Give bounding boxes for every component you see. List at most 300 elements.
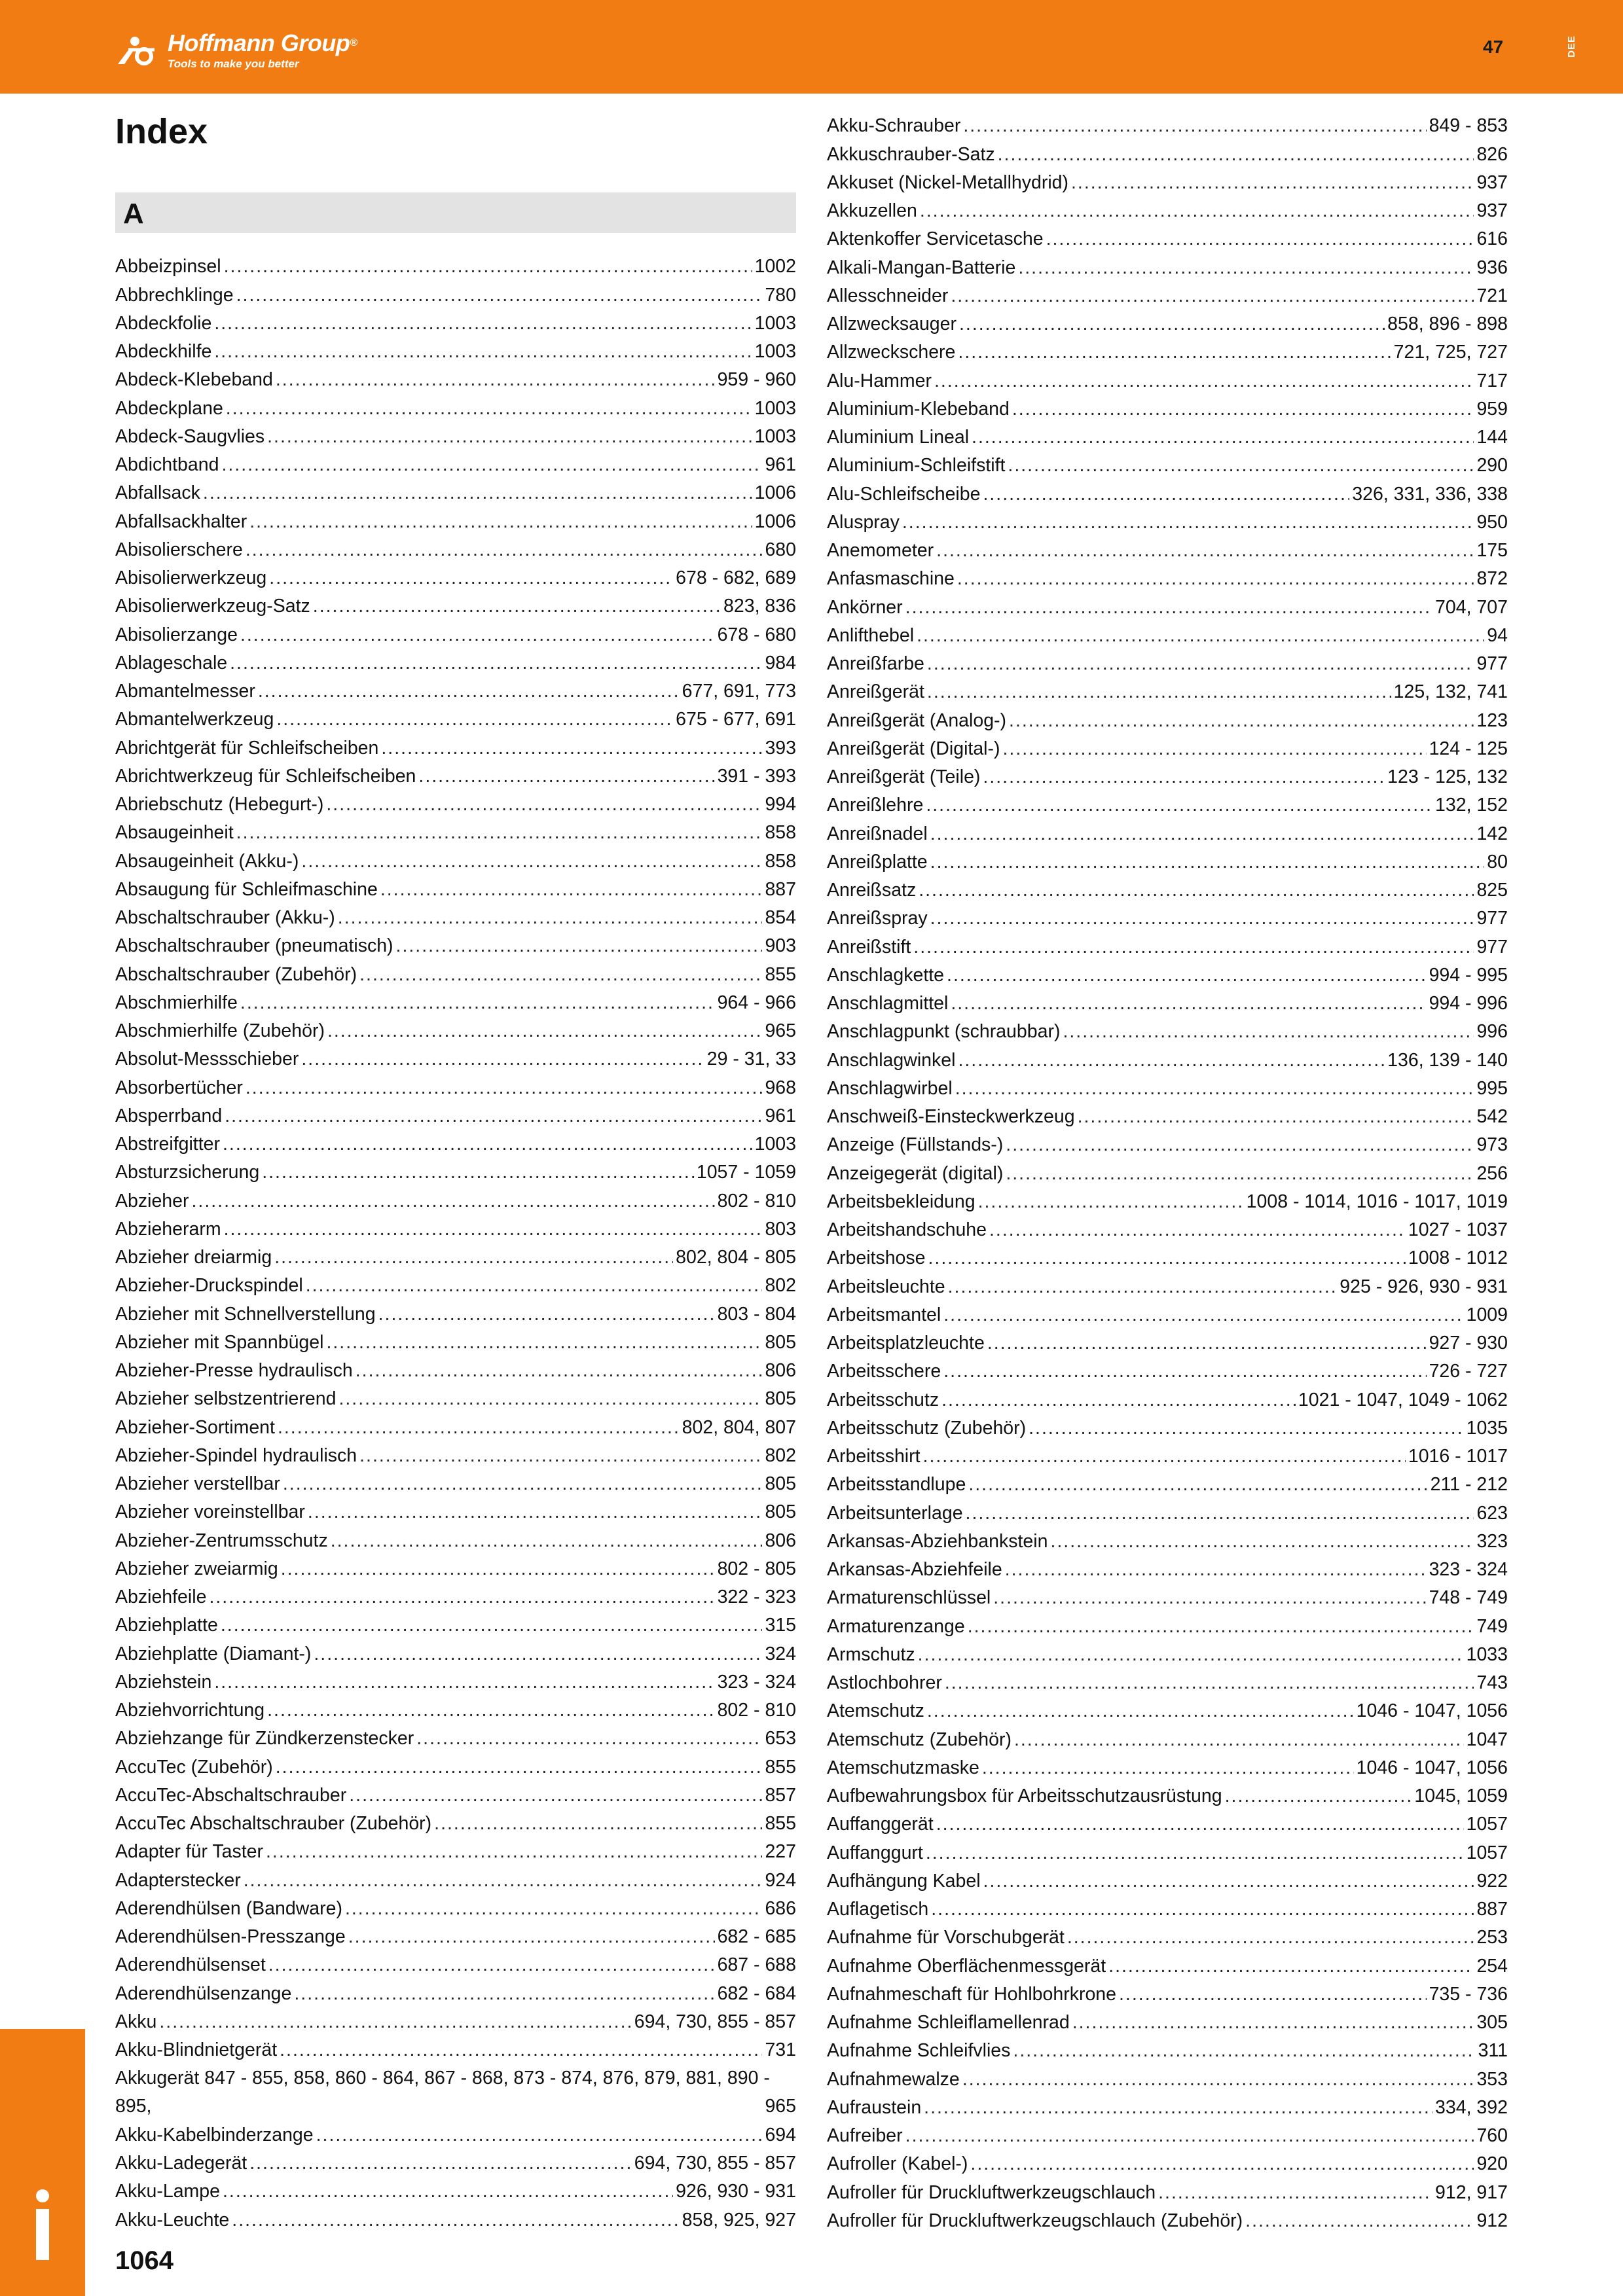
index-column-left — [115, 253, 796, 2234]
index-pages: 324 — [765, 1643, 796, 1664]
index-term: Aufroller für Druckluftwerkzeugschlauch (Zubehör) — [827, 2210, 1243, 2231]
index-entry — [115, 876, 796, 904]
index-pages: 290 — [1476, 455, 1508, 476]
index-entry — [827, 1725, 1508, 1753]
dot-leader — [978, 1188, 1244, 1216]
index-pages: 334, 392 — [1435, 2096, 1508, 2118]
index-entry — [115, 734, 796, 762]
dot-leader — [920, 197, 1474, 225]
index-term: Aufnahmewalze — [827, 2068, 960, 2090]
index-pages: 1006 — [754, 511, 796, 532]
index-term: Arbeitsbekleidung — [827, 1191, 976, 1212]
dot-leader — [1008, 452, 1474, 480]
dot-leader — [381, 734, 762, 762]
index-pages: 927 - 930 — [1429, 1333, 1508, 1354]
index-entry — [827, 1528, 1508, 1556]
dot-leader — [326, 1329, 762, 1357]
index-term: Anschlagpunkt (schraubbar) — [827, 1021, 1061, 1043]
dot-leader — [246, 1074, 763, 1102]
index-entry — [115, 1951, 796, 1979]
dot-leader — [924, 2094, 1432, 2122]
index-pages: 323 — [1476, 1530, 1508, 1552]
index-pages: 760 — [1476, 2125, 1508, 2146]
index-term: Abfallsack — [115, 482, 200, 504]
dot-leader — [338, 1385, 762, 1413]
index-pages: 253 — [1476, 1927, 1508, 1948]
index-term: Aufroller für Druckluftwerkzeugschlauch — [827, 2181, 1156, 2203]
index-term: Abschmierhilfe (Zubehör) — [115, 1020, 325, 1041]
index-pages: 912, 917 — [1435, 2181, 1508, 2203]
index-term: Absturzsicherung — [115, 1162, 260, 1183]
dot-leader — [989, 1216, 1406, 1244]
index-term: Ankörner — [827, 596, 903, 618]
section-letter-bar — [115, 192, 796, 233]
index-pages: 1008 - 1014, 1016 - 1017, 1019 — [1246, 1191, 1508, 1212]
index-pages: 721, 725, 727 — [1393, 342, 1508, 363]
index-term: Abisolierwerkzeug — [115, 567, 267, 588]
brand-name: Hoffmann Group — [168, 29, 350, 56]
index-entry — [115, 1073, 796, 1102]
index-pages: 694, 730, 855 - 857 — [634, 2011, 796, 2032]
dot-leader — [926, 791, 1432, 819]
index-pages: 678 - 680 — [717, 624, 796, 645]
index-term: Arkansas-Abziehfeile — [827, 1559, 1002, 1580]
dot-leader — [348, 1923, 715, 1951]
index-pages: 1003 — [754, 1134, 796, 1155]
index-term: Abzieher-Zentrumsschutz — [115, 1530, 328, 1551]
index-pages: 142 — [1476, 823, 1508, 844]
index-term: Anreißsatz — [827, 880, 917, 901]
dot-leader — [221, 1611, 763, 1640]
dot-leader — [930, 820, 1474, 848]
index-pages: 858 — [765, 822, 796, 844]
index-entry — [827, 791, 1508, 819]
index-term: Absaugung für Schleifmaschine — [115, 878, 378, 900]
index-pages: 847 - 855, 858, 860 - 864, 867 - 868, 873 - 874, 876, 879, 881, 890 - 895, — [115, 2068, 770, 2117]
dot-leader — [306, 1272, 763, 1300]
index-pages: 542 — [1476, 1106, 1508, 1127]
index-term: Abzieherarm — [115, 1218, 221, 1240]
index-entry — [115, 536, 796, 564]
index-term: Abzieher-Druckspindel — [115, 1275, 303, 1297]
index-entry — [115, 281, 796, 309]
index-term: Akku-Lampe — [115, 2181, 220, 2202]
index-term: Aluminium-Schleifstift — [827, 455, 1006, 476]
index-term: Abdeckplane — [115, 397, 223, 419]
index-pages: 887 — [1476, 1899, 1508, 1920]
dot-leader — [972, 423, 1474, 452]
index-term: AccuTec-Abschaltschrauber — [115, 1784, 347, 1806]
dot-leader — [1006, 1131, 1474, 1159]
index-entry — [115, 1187, 796, 1215]
index-pages: 926, 930 - 931 — [676, 2181, 796, 2202]
index-term: Aluspray — [827, 511, 900, 533]
index-entry — [115, 1782, 796, 1810]
index-entry — [827, 706, 1508, 734]
index-entry — [115, 1045, 796, 1073]
dot-leader — [244, 1867, 763, 1895]
index-term: Abdeck-Klebeband — [115, 369, 273, 391]
index-entry — [827, 509, 1508, 537]
dot-leader — [930, 848, 1485, 876]
index-pages: 682 - 684 — [717, 1982, 796, 2004]
index-entry — [115, 904, 796, 932]
index-entry — [827, 1103, 1508, 1131]
dot-leader — [923, 1443, 1406, 1471]
dot-leader — [225, 1102, 762, 1130]
index-entry — [115, 932, 796, 960]
index-entry — [827, 961, 1508, 990]
index-term: Atemschutzmaske — [827, 1757, 979, 1778]
index-pages: 973 — [1476, 1134, 1508, 1156]
index-entry — [115, 451, 796, 479]
index-pages: 687 - 688 — [717, 1954, 796, 1976]
index-term: Akkuset (Nickel-Metallhydrid) — [827, 171, 1069, 193]
index-entry — [827, 1131, 1508, 1159]
index-term: Arbeitsunterlage — [827, 1502, 963, 1524]
index-entry — [827, 593, 1508, 621]
index-term: Allesschneider — [827, 285, 949, 306]
index-entry — [827, 1782, 1508, 1810]
dot-leader — [1078, 1103, 1474, 1131]
index-term: Abisolierwerkzeug-Satz — [115, 596, 310, 617]
index-term: Abbeizpinsel — [115, 256, 221, 278]
index-entry — [827, 537, 1508, 565]
dot-leader — [963, 112, 1426, 140]
dot-leader — [1245, 2207, 1474, 2235]
index-term: Auffanggurt — [827, 1842, 923, 1863]
index-entry — [115, 1130, 796, 1158]
index-term: Abschaltschrauber (Akku-) — [115, 907, 335, 928]
dot-leader — [313, 592, 721, 620]
index-entry — [827, 905, 1508, 933]
index-pages: 826 — [1476, 143, 1508, 165]
index-pages: 653 — [765, 1728, 796, 1749]
dot-leader — [1063, 1018, 1474, 1046]
index-term: Absperrband — [115, 1105, 223, 1126]
index-pages: 391 - 393 — [717, 765, 796, 787]
dot-leader — [936, 1810, 1464, 1839]
dot-leader — [276, 366, 715, 394]
index-entry — [115, 960, 796, 988]
dot-leader — [927, 1697, 1354, 1725]
dot-leader — [943, 1301, 1463, 1329]
index-term: Adapterstecker — [115, 1869, 241, 1891]
dot-leader — [314, 1640, 762, 1668]
index-entry — [827, 1556, 1508, 1584]
dot-leader — [224, 253, 752, 281]
info-i-icon — [29, 2189, 56, 2261]
index-entry — [115, 1413, 796, 1441]
index-entry — [115, 791, 796, 819]
dot-leader — [281, 1555, 715, 1583]
index-entry — [115, 592, 796, 620]
dot-leader — [269, 564, 673, 592]
index-term: Absaugeinheit (Akku-) — [115, 850, 299, 872]
index-pages: 912 — [1476, 2210, 1508, 2231]
index-entry — [827, 1018, 1508, 1046]
index-term: Aufnahme Schleiflamellenrad — [827, 2012, 1070, 2033]
index-entry — [115, 620, 796, 649]
index-term: Abmantelwerkzeug — [115, 709, 274, 730]
index-pages: 806 — [765, 1530, 796, 1551]
index-term: Arbeitshose — [827, 1247, 926, 1269]
index-pages: 805 — [765, 1331, 796, 1353]
index-term: Abzieher — [115, 1190, 189, 1211]
index-entry — [827, 678, 1508, 706]
dot-leader — [338, 904, 763, 932]
index-pages: 305 — [1476, 2012, 1508, 2033]
index-term: Anzeige (Füllstands-) — [827, 1134, 1004, 1156]
index-term: Abzieher mit Spannbügel — [115, 1331, 324, 1353]
dot-leader — [240, 621, 715, 649]
index-term: Atemschutz (Zubehör) — [827, 1729, 1012, 1750]
index-term: Abriebschutz (Hebegurt-) — [115, 794, 324, 815]
dot-leader — [434, 1810, 762, 1838]
dot-leader — [223, 2178, 673, 2206]
index-term: Abzieher selbstzentrierend — [115, 1388, 337, 1410]
index-pages: 123 — [1476, 709, 1508, 731]
index-entry — [827, 140, 1508, 168]
index-entry — [827, 990, 1508, 1018]
index-entry — [827, 650, 1508, 678]
index-term: Ablageschale — [115, 652, 228, 673]
info-side-tab — [0, 2029, 85, 2296]
index-term: Anreißfarbe — [827, 653, 924, 674]
page-title: Index — [115, 112, 208, 151]
index-entry — [115, 1102, 796, 1130]
index-pages: 1003 — [754, 341, 796, 362]
dot-leader — [919, 876, 1474, 905]
index-entry — [827, 1669, 1508, 1697]
index-pages: 855 — [765, 1813, 796, 1834]
index-term: Armaturenschlüssel — [827, 1587, 991, 1609]
dot-leader — [936, 537, 1474, 565]
footer-page-number: 1064 — [115, 2246, 173, 2275]
index-term: Abschaltschrauber (Zubehör) — [115, 963, 357, 985]
dot-leader — [951, 282, 1474, 310]
dot-leader — [380, 876, 763, 904]
index-pages: 694 — [765, 2124, 796, 2145]
index-entry — [827, 735, 1508, 763]
index-pages: 1057 — [1466, 1842, 1508, 1863]
index-pages: 887 — [765, 878, 796, 900]
index-pages: 1045, 1059 — [1414, 1785, 1508, 1806]
index-term: Aufnahme Schleifvlies — [827, 2040, 1011, 2062]
index-entry — [827, 310, 1508, 338]
index-pages: 959 — [1476, 398, 1508, 420]
index-entry — [115, 847, 796, 875]
index-pages: 977 — [1476, 936, 1508, 958]
index-term: Anfasmaschine — [827, 568, 955, 590]
index-pages: 925 - 926, 930 - 931 — [1340, 1276, 1508, 1297]
index-term: Aktenkoffer Servicetasche — [827, 228, 1044, 250]
index-pages: 1035 — [1466, 1417, 1508, 1439]
dot-leader — [934, 367, 1474, 395]
dot-leader — [958, 338, 1391, 367]
index-entry — [115, 2121, 796, 2149]
dot-leader — [941, 1386, 1296, 1414]
index-pages: 94 — [1487, 624, 1508, 646]
index-pages: 977 — [1476, 653, 1508, 674]
index-pages: 965 — [765, 1020, 796, 1041]
index-term: Anlifthebel — [827, 624, 915, 646]
index-pages: 855 — [765, 963, 796, 985]
index-entry — [115, 1498, 796, 1526]
index-pages: 686 — [765, 1897, 796, 1919]
index-entry — [827, 112, 1508, 140]
index-term: Abzieher-Presse hydraulisch — [115, 1360, 353, 1381]
dot-leader — [331, 1527, 763, 1555]
index-entry — [115, 1611, 796, 1640]
index-pages: 1002 — [754, 256, 796, 278]
index-pages: 326, 331, 336, 338 — [1352, 483, 1508, 505]
dot-leader — [993, 1584, 1426, 1612]
dot-leader — [968, 1613, 1474, 1641]
index-term: Adapter für Taster — [115, 1841, 264, 1863]
index-entry — [115, 1640, 796, 1668]
index-pages: 315 — [765, 1615, 796, 1636]
index-term: Anemometer — [827, 540, 934, 561]
index-term: Absaugeinheit — [115, 822, 234, 844]
index-term: Abziehstein — [115, 1671, 212, 1693]
dot-leader — [982, 1754, 1354, 1782]
index-term: Arbeitsschutz — [827, 1389, 939, 1410]
index-pages: 995 — [1476, 1077, 1508, 1099]
index-term: Abmantelmesser — [115, 681, 255, 702]
index-term: Anreißgerät (Digital-) — [827, 738, 1000, 759]
dot-leader — [223, 1130, 752, 1158]
dot-leader — [998, 141, 1474, 169]
dot-leader — [902, 509, 1474, 537]
index-entry — [115, 1866, 796, 1894]
index-entry — [827, 2037, 1508, 2065]
index-pages: 802 — [765, 1444, 796, 1466]
index-term: Arbeitshandschuhe — [827, 1219, 987, 1240]
index-pages: 994 - 995 — [1429, 964, 1508, 986]
index-term: Anschlagkette — [827, 964, 945, 986]
index-pages: 29 - 31, 33 — [706, 1049, 796, 1070]
index-entry — [115, 819, 796, 847]
dot-leader — [232, 2206, 679, 2234]
index-pages: 857 — [765, 1784, 796, 1806]
dot-leader — [418, 762, 714, 791]
index-entry — [827, 367, 1508, 395]
index-pages: 977 — [1476, 908, 1508, 929]
dot-leader — [268, 1951, 715, 1979]
index-entry — [115, 366, 796, 394]
index-entry — [827, 763, 1508, 791]
index-term: Akku-Blindnietgerät — [115, 2039, 278, 2060]
index-pages: 937 — [1476, 171, 1508, 193]
dot-leader — [236, 819, 763, 847]
index-term: Anreißgerät (Teile) — [827, 766, 981, 787]
index-entry — [115, 1017, 796, 1045]
index-entry — [827, 848, 1508, 876]
index-column-right — [827, 112, 1508, 2235]
index-pages: 144 — [1476, 427, 1508, 448]
dot-leader — [1029, 1414, 1463, 1443]
index-term: Anreißplatte — [827, 851, 928, 872]
dot-leader — [1119, 1981, 1427, 2009]
dot-leader — [267, 1696, 714, 1725]
dot-leader — [966, 1499, 1474, 1528]
dot-leader — [983, 480, 1349, 509]
index-term: Anschweiß-Einsteckwerkzeug — [827, 1106, 1075, 1127]
dot-leader — [927, 650, 1474, 678]
index-entry — [827, 282, 1508, 310]
index-pages: 994 - 996 — [1429, 993, 1508, 1014]
index-entry — [115, 310, 796, 338]
index-term: Aluminium Lineal — [827, 427, 970, 448]
index-entry — [827, 1981, 1508, 2009]
index-pages: 924 — [765, 1869, 796, 1891]
index-pages: 717 — [1476, 370, 1508, 391]
dot-leader — [1003, 735, 1427, 763]
index-pages: 780 — [765, 284, 796, 306]
index-term: Aderendhülsen-Presszange — [115, 1926, 346, 1947]
dot-leader — [345, 1895, 762, 1923]
index-term: Abziehzange für Zündkerzenstecker — [115, 1728, 414, 1749]
index-entry — [827, 253, 1508, 281]
index-pages: 872 — [1476, 568, 1508, 590]
index-term: Abrichtgerät für Schleifscheiben — [115, 737, 379, 759]
index-term: Anreißgerät (Analog-) — [827, 709, 1007, 731]
dot-leader — [1158, 2179, 1432, 2207]
index-term: Akku-Schrauber — [827, 115, 961, 137]
dot-leader — [1005, 1556, 1427, 1584]
dot-leader — [927, 678, 1391, 706]
index-pages: 849 - 853 — [1429, 115, 1508, 137]
dot-leader — [214, 338, 752, 366]
index-pages: 323 - 324 — [1429, 1559, 1508, 1580]
dot-leader — [983, 1867, 1474, 1895]
index-entry — [115, 1583, 796, 1611]
index-term: Abschmierhilfe — [115, 992, 238, 1013]
index-pages: 823, 836 — [723, 596, 796, 617]
index-pages: 858, 896 - 898 — [1387, 314, 1508, 334]
index-entry — [115, 1725, 796, 1753]
index-pages: 805 — [765, 1473, 796, 1494]
dot-leader — [1014, 1726, 1464, 1754]
index-term: Arkansas-Abziehbankstein — [827, 1530, 1048, 1552]
index-entry — [115, 649, 796, 677]
dot-leader — [958, 1047, 1385, 1075]
index-entry — [115, 677, 796, 706]
index-term: Akku-Kabelbinderzange — [115, 2124, 314, 2145]
index-entry — [827, 2065, 1508, 2093]
index-entry — [115, 1923, 796, 1951]
index-entry — [827, 1216, 1508, 1244]
index-pages: 211 - 212 — [1430, 1474, 1508, 1496]
index-term: Abbrechklinge — [115, 284, 234, 306]
index-pages: 682 - 685 — [717, 1926, 796, 1947]
index-pages: 80 — [1487, 851, 1508, 872]
index-pages: 936 — [1476, 257, 1508, 278]
dot-leader — [316, 2121, 763, 2149]
index-entry — [115, 762, 796, 791]
dot-leader — [301, 848, 762, 876]
index-pages: 1003 — [754, 312, 796, 334]
index-term: Abdeck-Saugvlies — [115, 425, 265, 447]
dot-leader — [1050, 1528, 1474, 1556]
index-entry — [115, 1329, 796, 1357]
index-pages: 806 — [765, 1360, 796, 1381]
index-term: Anreißnadel — [827, 823, 928, 844]
index-entry — [827, 565, 1508, 593]
index-pages: 353 — [1476, 2068, 1508, 2090]
dot-leader — [945, 1669, 1474, 1697]
